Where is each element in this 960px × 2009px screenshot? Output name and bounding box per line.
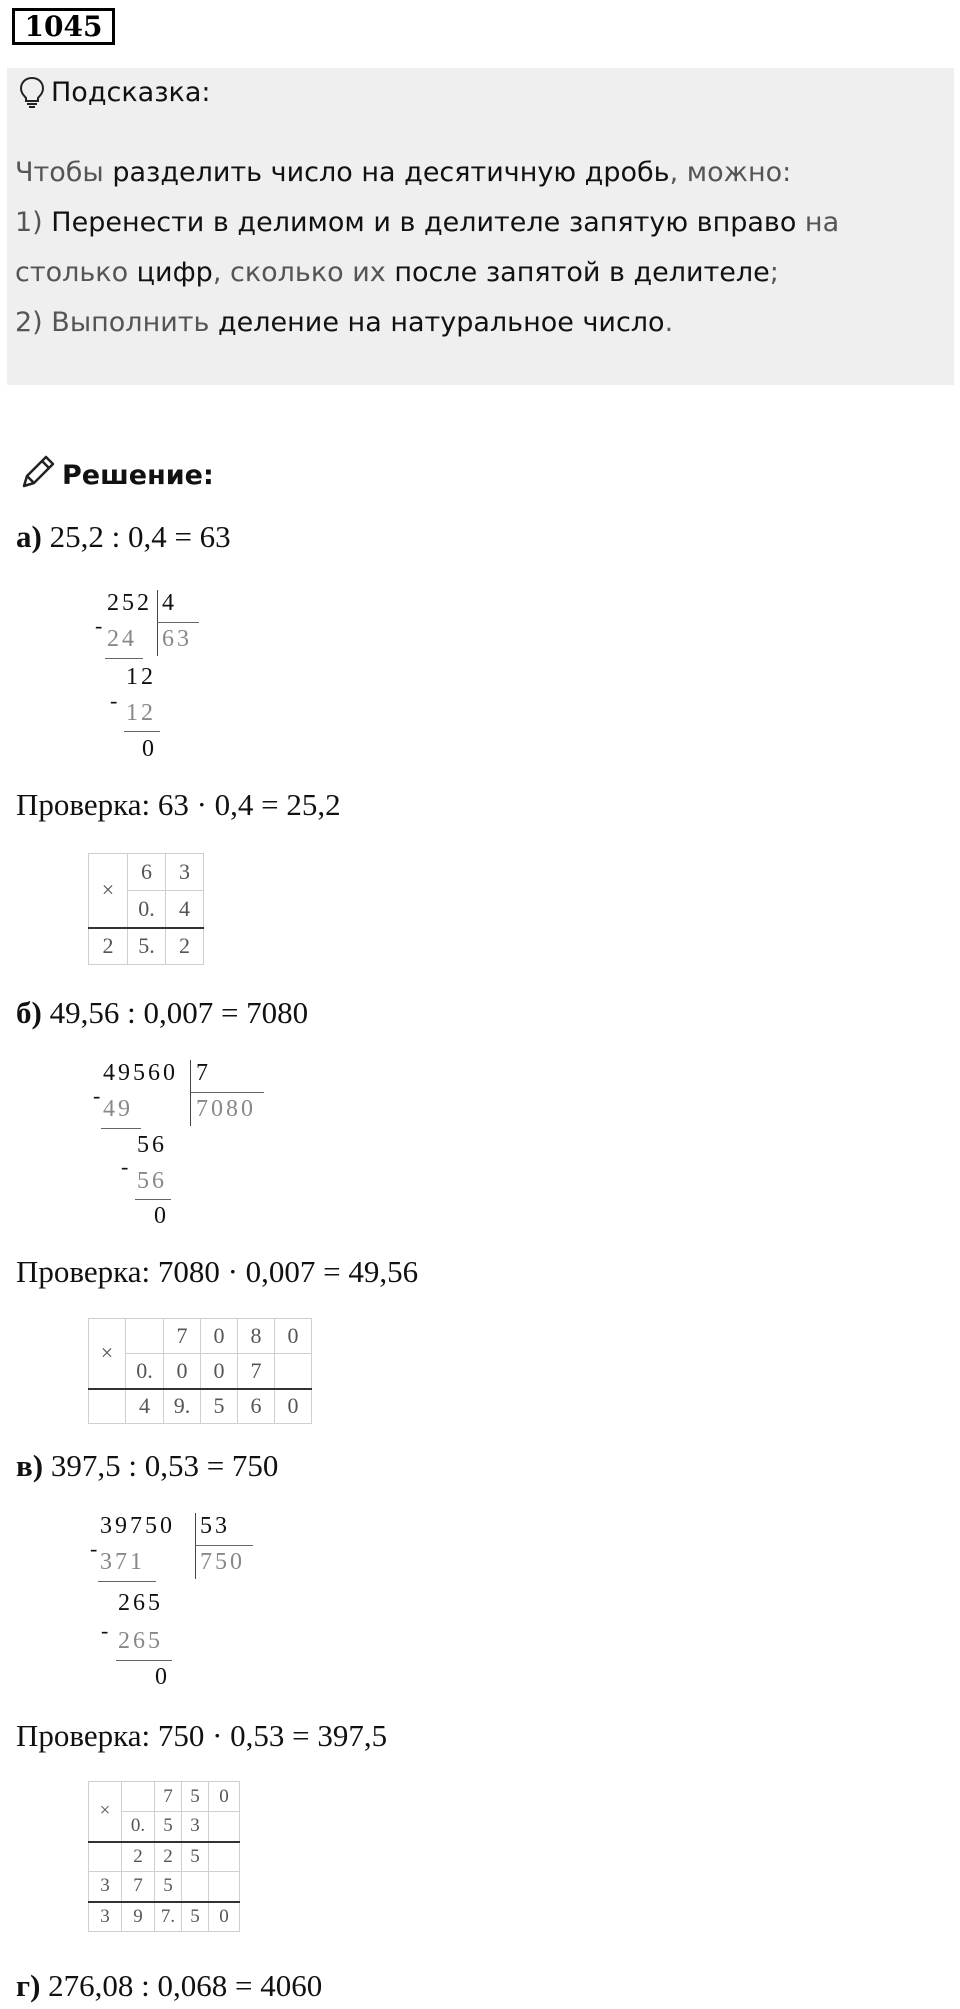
remainder: 0	[155, 1664, 170, 1690]
solution-header	[18, 452, 214, 492]
digit-cell: 0.	[122, 1812, 155, 1842]
item-label: а)	[16, 519, 42, 554]
digit-cell: 5	[155, 1872, 182, 1902]
equation-text: 25,2 : 0,4 = 63	[49, 519, 231, 554]
division-vertical-line	[157, 590, 158, 656]
task-number: 1045	[12, 8, 115, 45]
digit-cell: 2	[89, 928, 128, 965]
minus-sign: -	[95, 613, 106, 638]
multiply-sign: ×	[89, 1319, 126, 1389]
digit-cell	[89, 1842, 122, 1872]
digit-cell: 0	[201, 1354, 238, 1389]
digit-cell: 0.	[128, 891, 166, 928]
remainder-1: 56	[137, 1132, 167, 1158]
quotient: 750	[200, 1549, 245, 1575]
pencil-icon	[18, 452, 58, 492]
digit-cell	[122, 1782, 155, 1812]
division-vertical-line	[190, 1060, 191, 1126]
minus-sign: -	[93, 1083, 104, 1108]
divisor-line	[157, 622, 199, 623]
subtrahend-1: 24	[107, 626, 137, 652]
digit-cell: 7.	[155, 1902, 182, 1932]
multiplication-c	[88, 1781, 240, 1932]
digit-cell	[209, 1812, 240, 1842]
hint-header	[19, 76, 211, 108]
digit-cell: 5	[182, 1842, 209, 1872]
divisor: 7	[196, 1060, 211, 1086]
hint-emphasis: разделить число на десятичную дробь	[112, 157, 670, 188]
digit-cell	[89, 1389, 126, 1424]
remainder-1: 265	[118, 1590, 163, 1616]
lightbulb-icon	[19, 76, 45, 108]
quotient: 7080	[196, 1096, 256, 1122]
digit-cell: 8	[238, 1319, 275, 1354]
remainder: 0	[154, 1203, 169, 1229]
multiply-sign: ×	[89, 1782, 122, 1842]
hint-emphasis: Перенести в делимом и в делителе запятую вправо	[51, 207, 797, 238]
divisor: 53	[200, 1513, 230, 1539]
digit-cell: 9.	[164, 1389, 201, 1424]
remainder-1: 12	[126, 664, 156, 690]
digit-cell: 2	[155, 1842, 182, 1872]
hint-line-3	[15, 248, 935, 298]
hint-text-segment: Чтобы	[15, 157, 113, 188]
hint-title: Подсказка:	[51, 77, 211, 108]
subtract-line	[116, 1660, 172, 1661]
hint-text-segment: столько	[15, 257, 137, 288]
digit-cell: 6	[128, 854, 166, 891]
hint-text-segment: , сколько их	[212, 257, 395, 288]
subtract-line	[135, 1199, 171, 1200]
hint-line-4	[15, 298, 935, 348]
subtrahend-2: 56	[137, 1168, 167, 1194]
digit-cell	[209, 1872, 240, 1902]
item-label: в)	[16, 1448, 44, 1483]
dividend: 49560	[103, 1060, 178, 1086]
subtrahend-2: 265	[118, 1628, 163, 1654]
item-label: г)	[16, 1968, 41, 2003]
digit-cell	[275, 1354, 312, 1389]
equation-text: 49,56 : 0,007 = 7080	[49, 995, 309, 1030]
hint-text-segment: на	[796, 207, 840, 238]
digit-cell: 9	[122, 1902, 155, 1932]
digit-cell: 3	[89, 1872, 122, 1902]
digit-cell: 3	[166, 854, 204, 891]
digit-cell: 7	[238, 1354, 275, 1389]
minus-sign: -	[90, 1536, 101, 1561]
minus-sign: -	[110, 688, 121, 713]
subtract-line	[101, 1128, 141, 1129]
digit-cell: 2	[166, 928, 204, 965]
digit-cell: 0	[209, 1782, 240, 1812]
multiplication-b	[88, 1318, 312, 1424]
multiplication-a	[88, 853, 204, 965]
equation-a	[16, 519, 231, 555]
quotient: 63	[162, 626, 192, 652]
equation-text: 276,08 : 0,068 = 4060	[48, 1968, 323, 2003]
minus-sign: -	[101, 1618, 112, 1643]
division-vertical-line	[195, 1513, 196, 1579]
remainder: 0	[142, 736, 157, 762]
dividend: 252	[107, 590, 152, 616]
digit-cell: 0	[164, 1354, 201, 1389]
check-c: Проверка: 750 · 0,53 = 397,5	[16, 1718, 388, 1753]
digit-cell: 0	[275, 1319, 312, 1354]
dividend: 39750	[100, 1513, 175, 1539]
hint-line-2	[15, 198, 935, 248]
digit-cell: 0	[209, 1902, 240, 1932]
equation-b	[16, 995, 308, 1031]
hint-text	[15, 148, 935, 348]
subtrahend-2: 12	[126, 700, 156, 726]
digit-cell: 3	[182, 1812, 209, 1842]
digit-cell: 7	[122, 1872, 155, 1902]
check-a: Проверка: 63 · 0,4 = 25,2	[16, 787, 341, 822]
hint-text-segment: , можно:	[669, 157, 792, 188]
subtract-line	[124, 731, 160, 732]
digit-cell: 7	[155, 1782, 182, 1812]
minus-sign: -	[121, 1154, 132, 1179]
digit-cell: 7	[164, 1319, 201, 1354]
subtrahend-1: 49	[103, 1096, 133, 1122]
digit-cell	[182, 1872, 209, 1902]
digit-cell: 0	[201, 1319, 238, 1354]
digit-cell: 5	[182, 1782, 209, 1812]
equation-d	[16, 1968, 322, 2004]
digit-cell: 5	[201, 1389, 238, 1424]
digit-cell: 0	[275, 1389, 312, 1424]
hint-emphasis: после запятой в делителе	[394, 257, 770, 288]
hint-box	[7, 68, 954, 385]
divisor-line	[195, 1545, 253, 1546]
divisor-line	[190, 1092, 264, 1093]
hint-text-segment: ;	[769, 257, 779, 288]
hint-line-1	[15, 148, 935, 198]
digit-cell: 2	[122, 1842, 155, 1872]
digit-cell	[209, 1842, 240, 1872]
divisor: 4	[162, 590, 177, 616]
digit-cell: 5	[182, 1902, 209, 1932]
subtract-line	[105, 658, 143, 659]
item-label: б)	[16, 995, 42, 1030]
digit-cell: 6	[238, 1389, 275, 1424]
digit-cell: 4	[166, 891, 204, 928]
hint-emphasis: цифр	[136, 257, 213, 288]
equation-c	[16, 1448, 278, 1484]
digit-cell: 3	[89, 1902, 122, 1932]
multiply-sign: ×	[89, 854, 128, 928]
hint-text-segment: 2) Выполнить	[15, 307, 218, 338]
digit-cell: 5	[155, 1812, 182, 1842]
subtrahend-1: 371	[100, 1549, 145, 1575]
check-b: Проверка: 7080 · 0,007 = 49,56	[16, 1254, 419, 1289]
digit-cell	[126, 1319, 164, 1354]
hint-text-segment: 1)	[15, 207, 52, 238]
subtract-line	[98, 1581, 156, 1582]
hint-emphasis: деление на натуральное число	[218, 307, 665, 338]
digit-cell: 5.	[128, 928, 166, 965]
solution-title: Решение:	[62, 460, 214, 491]
digit-cell: 0.	[126, 1354, 164, 1389]
digit-cell: 4	[126, 1389, 164, 1424]
hint-text-segment: .	[664, 307, 674, 338]
equation-text: 397,5 : 0,53 = 750	[50, 1448, 279, 1483]
